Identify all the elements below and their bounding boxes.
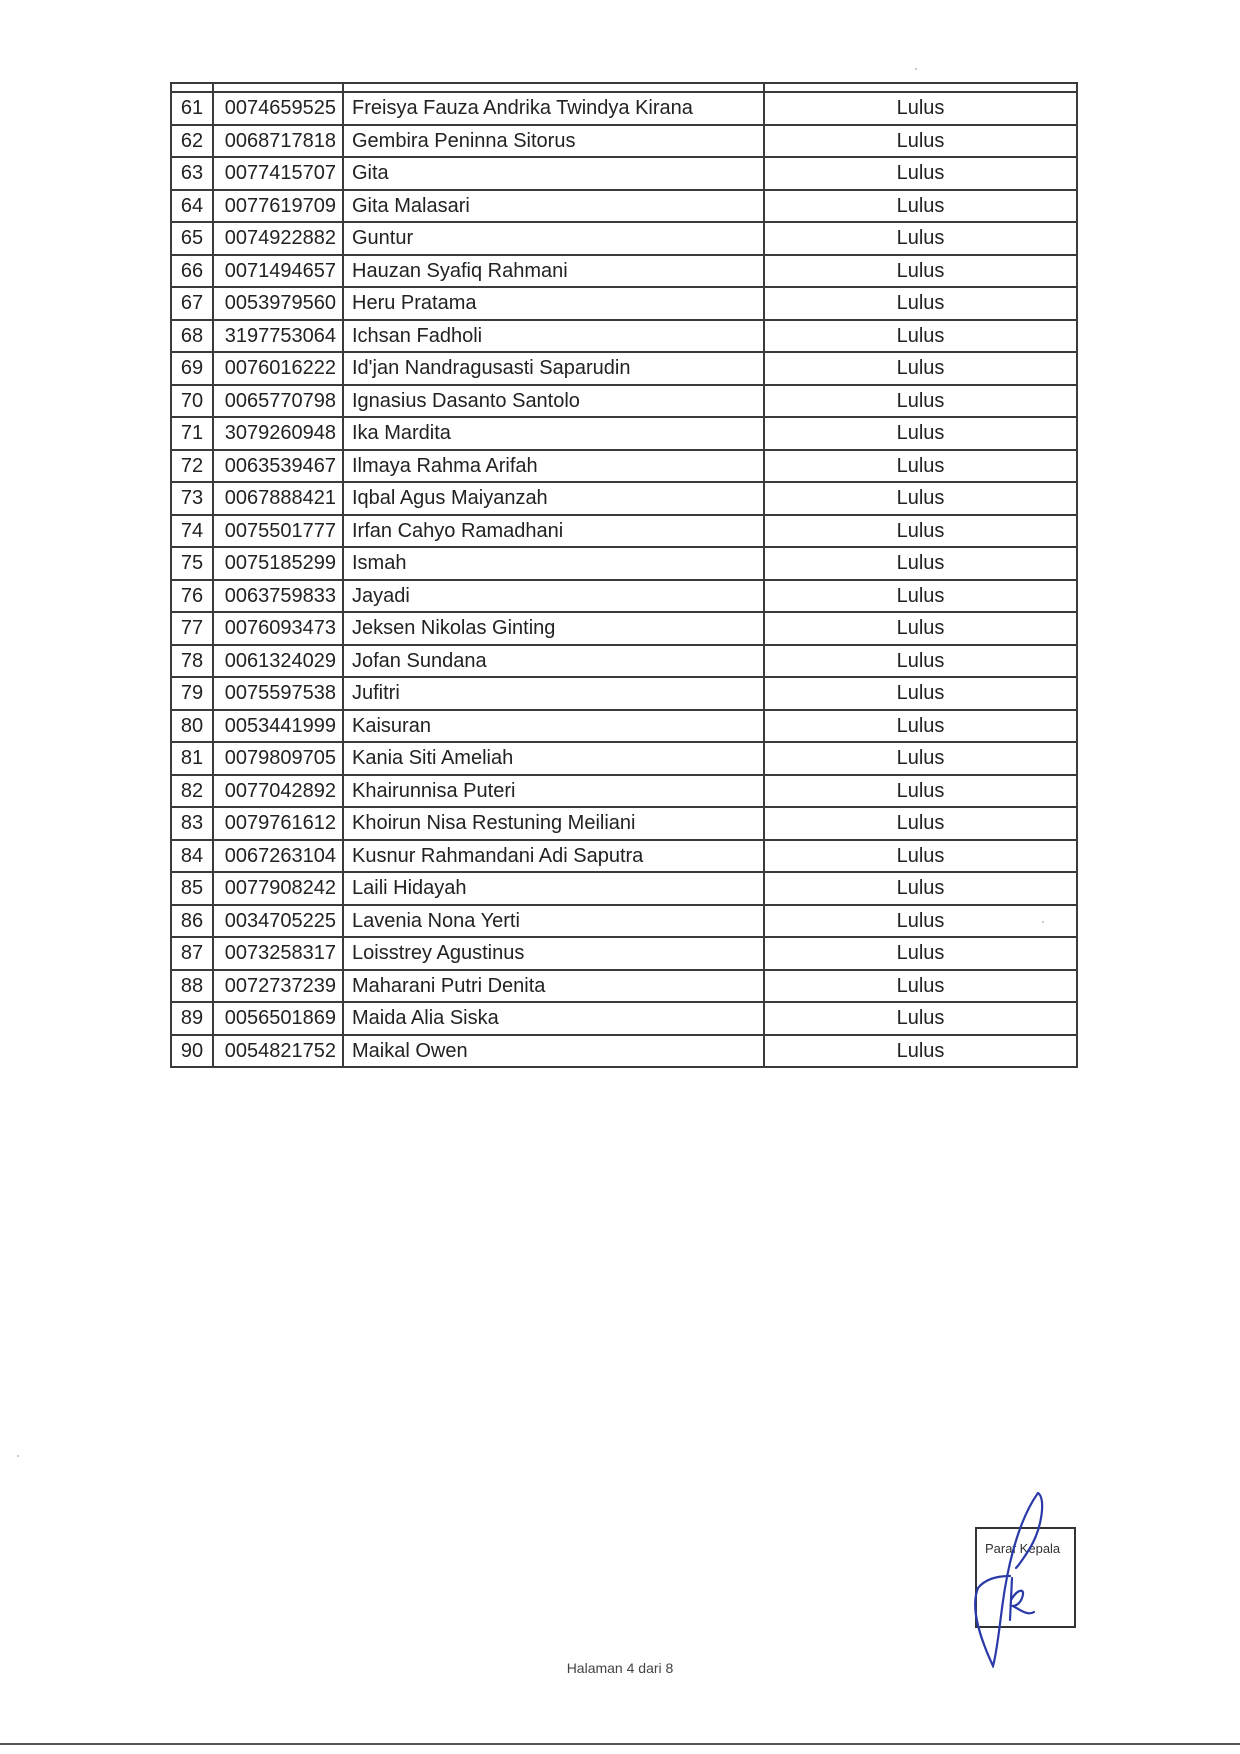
student-name-cell: Kusnur Rahmandani Adi Saputra: [343, 840, 764, 873]
nisn-cell: 0077415707: [213, 157, 343, 190]
student-name-cell: Lavenia Nona Yerti: [343, 905, 764, 938]
student-name-cell: Jayadi: [343, 580, 764, 613]
nisn-cell: 0077908242: [213, 872, 343, 905]
student-name-cell: Heru Pratama: [343, 287, 764, 320]
table-row: [171, 190, 1077, 223]
table-row: [171, 1035, 1077, 1068]
table-row: [171, 872, 1077, 905]
nisn-cell: 0056501869: [213, 1002, 343, 1035]
row-number-cell: 77: [171, 612, 213, 645]
paraf-kepala-box: [975, 1527, 1076, 1628]
student-name-cell: Maharani Putri Denita: [343, 970, 764, 1003]
row-number-cell: 63: [171, 157, 213, 190]
table-row: [171, 287, 1077, 320]
status-cell: Lulus: [764, 417, 1077, 450]
row-number-cell: 88: [171, 970, 213, 1003]
student-name-cell: Ignasius Dasanto Santolo: [343, 385, 764, 418]
row-number-cell: 67: [171, 287, 213, 320]
nisn-cell: 0063539467: [213, 450, 343, 483]
row-number-cell: 71: [171, 417, 213, 450]
paraf-kepala-label: Paraf Kepala: [985, 1541, 1061, 1556]
student-name-cell: Loisstrey Agustinus: [343, 937, 764, 970]
nisn-cell: 0075185299: [213, 547, 343, 580]
nisn-cell: 0071494657: [213, 255, 343, 288]
status-cell: Lulus: [764, 1035, 1077, 1068]
nisn-cell: 0074659525: [213, 92, 343, 125]
row-number-cell: 85: [171, 872, 213, 905]
student-name-cell: Id'jan Nandragusasti Saparudin: [343, 352, 764, 385]
row-number-cell: 68: [171, 320, 213, 353]
status-cell: Lulus: [764, 970, 1077, 1003]
row-number-cell: 76: [171, 580, 213, 613]
nisn-cell: 0074922882: [213, 222, 343, 255]
student-name-cell: Iqbal Agus Maiyanzah: [343, 482, 764, 515]
status-cell: Lulus: [764, 872, 1077, 905]
table-row: [171, 450, 1077, 483]
status-cell: Lulus: [764, 515, 1077, 548]
table-row: [171, 645, 1077, 678]
status-cell: Lulus: [764, 937, 1077, 970]
nisn-cell: 0063759833: [213, 580, 343, 613]
table-row: [171, 255, 1077, 288]
status-cell: Lulus: [764, 775, 1077, 808]
student-name-cell: Kania Siti Ameliah: [343, 742, 764, 775]
table-row: [171, 352, 1077, 385]
results-table-wrapper: [170, 82, 1076, 1068]
nisn-cell: 0073258317: [213, 937, 343, 970]
student-name-cell: Laili Hidayah: [343, 872, 764, 905]
student-name-cell: Hauzan Syafiq Rahmani: [343, 255, 764, 288]
student-name-cell: Kaisuran: [343, 710, 764, 743]
table-row: [171, 92, 1077, 125]
student-name-cell: Irfan Cahyo Ramadhani: [343, 515, 764, 548]
status-cell: Lulus: [764, 677, 1077, 710]
header-cell-nisn: [213, 83, 343, 92]
student-name-cell: Maida Alia Siska: [343, 1002, 764, 1035]
row-number-cell: 90: [171, 1035, 213, 1068]
nisn-cell: 0065770798: [213, 385, 343, 418]
status-cell: Lulus: [764, 320, 1077, 353]
student-name-cell: Jufitri: [343, 677, 764, 710]
nisn-cell: 0077042892: [213, 775, 343, 808]
nisn-cell: 0067263104: [213, 840, 343, 873]
nisn-cell: 0054821752: [213, 1035, 343, 1068]
student-name-cell: Ismah: [343, 547, 764, 580]
nisn-cell: 3197753064: [213, 320, 343, 353]
status-cell: Lulus: [764, 125, 1077, 158]
student-name-cell: Guntur: [343, 222, 764, 255]
status-cell: Lulus: [764, 612, 1077, 645]
bottom-divider: [0, 1743, 1240, 1745]
table-row: [171, 547, 1077, 580]
status-cell: Lulus: [764, 905, 1077, 938]
status-cell: Lulus: [764, 287, 1077, 320]
table-row: [171, 125, 1077, 158]
status-cell: Lulus: [764, 1002, 1077, 1035]
student-name-cell: Freisya Fauza Andrika Twindya Kirana: [343, 92, 764, 125]
table-row: [171, 612, 1077, 645]
table-row: [171, 710, 1077, 743]
row-number-cell: 83: [171, 807, 213, 840]
nisn-cell: 0076093473: [213, 612, 343, 645]
table-row: [171, 417, 1077, 450]
student-name-cell: Gita Malasari: [343, 190, 764, 223]
status-cell: Lulus: [764, 547, 1077, 580]
table-row: [171, 482, 1077, 515]
row-number-cell: 84: [171, 840, 213, 873]
status-cell: Lulus: [764, 255, 1077, 288]
nisn-cell: 0068717818: [213, 125, 343, 158]
row-number-cell: 66: [171, 255, 213, 288]
row-number-cell: 65: [171, 222, 213, 255]
status-cell: Lulus: [764, 482, 1077, 515]
status-cell: Lulus: [764, 710, 1077, 743]
nisn-cell: 0079809705: [213, 742, 343, 775]
nisn-cell: 0076016222: [213, 352, 343, 385]
student-name-cell: Ilmaya Rahma Arifah: [343, 450, 764, 483]
row-number-cell: 79: [171, 677, 213, 710]
table-row: [171, 905, 1077, 938]
status-cell: Lulus: [764, 92, 1077, 125]
row-number-cell: 78: [171, 645, 213, 678]
row-number-cell: 69: [171, 352, 213, 385]
table-row: [171, 320, 1077, 353]
row-number-cell: 62: [171, 125, 213, 158]
nisn-cell: 3079260948: [213, 417, 343, 450]
scan-speck: [1042, 921, 1044, 923]
row-number-cell: 75: [171, 547, 213, 580]
table-row: [171, 742, 1077, 775]
status-cell: Lulus: [764, 157, 1077, 190]
table-header-strip: [171, 83, 1077, 92]
table-row: [171, 1002, 1077, 1035]
scan-speck: [17, 1455, 19, 1457]
status-cell: Lulus: [764, 645, 1077, 678]
table-row: [171, 677, 1077, 710]
row-number-cell: 80: [171, 710, 213, 743]
table-row: [171, 580, 1077, 613]
table-row: [171, 157, 1077, 190]
row-number-cell: 61: [171, 92, 213, 125]
row-number-cell: 86: [171, 905, 213, 938]
student-name-cell: Khoirun Nisa Restuning Meiliani: [343, 807, 764, 840]
student-name-cell: Khairunnisa Puteri: [343, 775, 764, 808]
row-number-cell: 89: [171, 1002, 213, 1035]
row-number-cell: 64: [171, 190, 213, 223]
status-cell: Lulus: [764, 742, 1077, 775]
table-row: [171, 937, 1077, 970]
status-cell: Lulus: [764, 352, 1077, 385]
nisn-cell: 0034705225: [213, 905, 343, 938]
table-row: [171, 385, 1077, 418]
nisn-cell: 0079761612: [213, 807, 343, 840]
row-number-cell: 70: [171, 385, 213, 418]
table-row: [171, 775, 1077, 808]
status-cell: Lulus: [764, 840, 1077, 873]
row-number-cell: 81: [171, 742, 213, 775]
header-cell-no: [171, 83, 213, 92]
page-number-footer: Halaman 4 dari 8: [566, 1660, 674, 1676]
graduation-results-table: [170, 82, 1078, 1068]
table-row: [171, 807, 1077, 840]
student-name-cell: Ichsan Fadholi: [343, 320, 764, 353]
status-cell: Lulus: [764, 807, 1077, 840]
table-row: [171, 970, 1077, 1003]
student-name-cell: Maikal Owen: [343, 1035, 764, 1068]
status-cell: Lulus: [764, 385, 1077, 418]
nisn-cell: 0061324029: [213, 645, 343, 678]
student-name-cell: Jofan Sundana: [343, 645, 764, 678]
nisn-cell: 0072737239: [213, 970, 343, 1003]
nisn-cell: 0075501777: [213, 515, 343, 548]
table-row: [171, 222, 1077, 255]
nisn-cell: 0075597538: [213, 677, 343, 710]
status-cell: Lulus: [764, 222, 1077, 255]
student-name-cell: Gembira Peninna Sitorus: [343, 125, 764, 158]
row-number-cell: 74: [171, 515, 213, 548]
header-cell-status: [764, 83, 1077, 92]
row-number-cell: 72: [171, 450, 213, 483]
nisn-cell: 0053441999: [213, 710, 343, 743]
student-name-cell: Gita: [343, 157, 764, 190]
student-name-cell: Ika Mardita: [343, 417, 764, 450]
nisn-cell: 0053979560: [213, 287, 343, 320]
row-number-cell: 82: [171, 775, 213, 808]
row-number-cell: 73: [171, 482, 213, 515]
header-cell-name: [343, 83, 764, 92]
student-name-cell: Jeksen Nikolas Ginting: [343, 612, 764, 645]
scan-speck: [915, 68, 917, 70]
nisn-cell: 0067888421: [213, 482, 343, 515]
table-row: [171, 515, 1077, 548]
status-cell: Lulus: [764, 450, 1077, 483]
nisn-cell: 0077619709: [213, 190, 343, 223]
status-cell: Lulus: [764, 580, 1077, 613]
row-number-cell: 87: [171, 937, 213, 970]
table-row: [171, 840, 1077, 873]
status-cell: Lulus: [764, 190, 1077, 223]
